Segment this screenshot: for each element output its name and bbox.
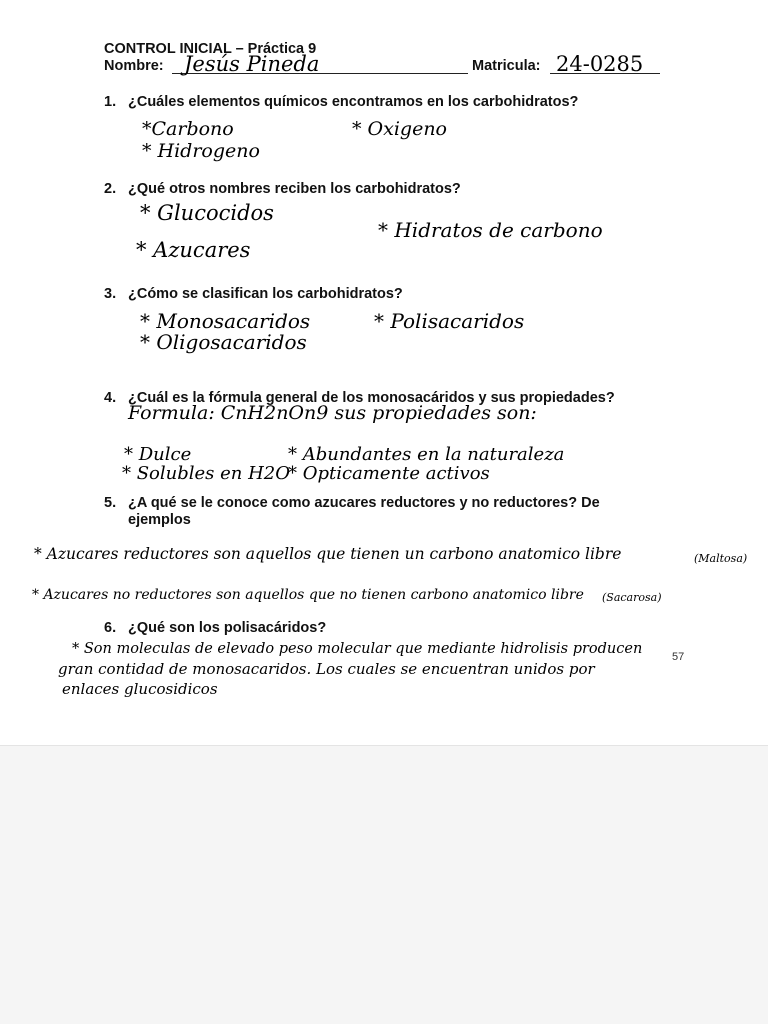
answer-5b: * Azucares no reductores son aquellos que no tienen carbono anatomico libre (32, 587, 584, 603)
answer-4b: * Abundantes en la naturaleza (288, 444, 565, 465)
question-number: 4. (104, 390, 117, 406)
answer-5b-example: (Sacarosa) (602, 591, 662, 604)
question-text: ¿Qué otros nombres reciben los carbohidratos? (128, 181, 461, 197)
id-label: Matricula: (472, 58, 541, 74)
worksheet-title: CONTROL INICIAL – Práctica 9 (104, 41, 317, 57)
answer-3a: * Monosacaridos (140, 309, 311, 333)
question-number: 3. (104, 286, 117, 302)
question-2 (104, 181, 461, 198)
question-1 (104, 94, 578, 111)
question-number: 5. (104, 495, 117, 511)
question-text: ¿Cuáles elementos químicos encontramos en los carbohidratos? (128, 94, 579, 110)
answer-2b: * Hidratos de carbono (378, 218, 603, 242)
question-number: 1. (104, 94, 117, 110)
question-text: ¿Cómo se clasifican los carbohidratos? (128, 286, 403, 302)
answer-1c: * Hidrogeno (142, 140, 260, 162)
formula-answer: Formula: CnH2nOn9 sus propiedades son: (128, 402, 537, 424)
answer-6-line1: * Son moleculas de elevado peso molecular que mediante hidrolisis producen (72, 641, 643, 657)
question-5 (104, 495, 600, 512)
answer-6-line3: enlaces glucosidicos (62, 680, 218, 698)
answer-5a: * Azucares reductores son aquellos que tienen un carbono anatomico libre (34, 545, 622, 563)
question-number: 6. (104, 620, 117, 636)
answer-1a: *Carbono (142, 118, 234, 140)
student-id: 24-0285 (556, 52, 644, 76)
name-label: Nombre: (104, 58, 164, 74)
question-3 (104, 286, 403, 303)
answer-5a-example: (Maltosa) (694, 552, 748, 565)
answer-4d: * Opticamente activos (288, 463, 490, 484)
question-text: ¿A qué se le conoce como azucares reductores y no reductores? De (128, 495, 600, 511)
answer-3b: * Polisacaridos (374, 309, 525, 333)
answer-1b: * Oxigeno (352, 118, 447, 140)
answer-4a: * Dulce (124, 444, 192, 465)
page-number: 57 (672, 651, 685, 663)
answer-3c: * Oligosacaridos (140, 330, 307, 354)
question-text: ¿Qué son los polisacáridos? (128, 620, 327, 636)
question-5-continued: ejemplos (128, 512, 191, 528)
student-name: Jesús Pineda (184, 52, 320, 76)
question-text: ¿Cuál es la fórmula general de los monosacáridos y sus propiedades? (128, 390, 615, 406)
answer-4c: * Solubles en H2O (122, 463, 291, 484)
answer-2c: * Azucares (136, 238, 251, 262)
question-6 (104, 620, 326, 637)
question-number: 2. (104, 181, 117, 197)
answer-6-line2: gran contidad de monosacaridos. Los cuales se encuentran unidos por (58, 660, 595, 678)
answer-2a: * Glucocidos (140, 201, 274, 225)
